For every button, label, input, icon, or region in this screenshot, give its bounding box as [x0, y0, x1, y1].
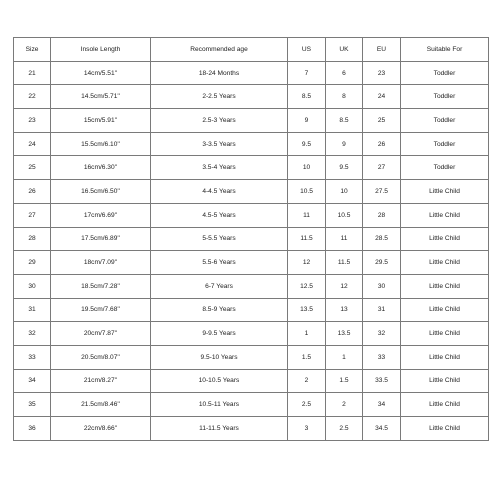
- cell-uk: 8.5: [326, 109, 363, 133]
- column-header-size: Size: [14, 38, 51, 62]
- cell-insole-length: 15cm/5.91'': [51, 109, 151, 133]
- cell-uk: 9.5: [326, 156, 363, 180]
- table-row: [14, 369, 489, 393]
- cell-insole-length: 14cm/5.51'': [51, 61, 151, 85]
- cell-suitable-for: Little Child: [401, 393, 489, 417]
- cell-insole-length: 17.5cm/6.89'': [51, 227, 151, 251]
- cell-suitable-for: Little Child: [401, 417, 489, 441]
- cell-size: 36: [14, 417, 51, 441]
- cell-eu: 33: [363, 345, 401, 369]
- cell-eu: 32: [363, 322, 401, 346]
- cell-size: 24: [14, 132, 51, 156]
- cell-suitable-for: Little Child: [401, 203, 489, 227]
- cell-suitable-for: Toddler: [401, 85, 489, 109]
- cell-eu: 27: [363, 156, 401, 180]
- cell-suitable-for: Little Child: [401, 322, 489, 346]
- table-row: [14, 251, 489, 275]
- cell-insole-length: 18.5cm/7.28'': [51, 274, 151, 298]
- cell-eu: 27.5: [363, 180, 401, 204]
- cell-uk: 12: [326, 274, 363, 298]
- cell-size: 26: [14, 180, 51, 204]
- cell-recommended-age: 2.5-3 Years: [151, 109, 288, 133]
- cell-recommended-age: 3.5-4 Years: [151, 156, 288, 180]
- cell-us: 7: [288, 61, 326, 85]
- table-header: [14, 38, 489, 62]
- cell-uk: 2: [326, 393, 363, 417]
- column-header-suitable-for: Suitable For: [401, 38, 489, 62]
- cell-uk: 9: [326, 132, 363, 156]
- cell-size: 30: [14, 274, 51, 298]
- table-row: [14, 180, 489, 204]
- cell-suitable-for: Little Child: [401, 369, 489, 393]
- cell-size: 29: [14, 251, 51, 275]
- cell-eu: 23: [363, 61, 401, 85]
- table-row: [14, 298, 489, 322]
- cell-us: 1: [288, 322, 326, 346]
- cell-insole-length: 14.5cm/5.71'': [51, 85, 151, 109]
- cell-size: 32: [14, 322, 51, 346]
- cell-recommended-age: 2-2.5 Years: [151, 85, 288, 109]
- cell-size: 35: [14, 393, 51, 417]
- cell-eu: 33.5: [363, 369, 401, 393]
- cell-recommended-age: 8.5-9 Years: [151, 298, 288, 322]
- cell-recommended-age: 6-7 Years: [151, 274, 288, 298]
- cell-size: 28: [14, 227, 51, 251]
- cell-size: 31: [14, 298, 51, 322]
- cell-us: 10.5: [288, 180, 326, 204]
- cell-us: 3: [288, 417, 326, 441]
- cell-uk: 1: [326, 345, 363, 369]
- cell-us: 10: [288, 156, 326, 180]
- cell-uk: 1.5: [326, 369, 363, 393]
- cell-eu: 24: [363, 85, 401, 109]
- cell-eu: 31: [363, 298, 401, 322]
- cell-uk: 8: [326, 85, 363, 109]
- cell-eu: 29.5: [363, 251, 401, 275]
- cell-recommended-age: 4.5-5 Years: [151, 203, 288, 227]
- cell-insole-length: 16.5cm/6.50'': [51, 180, 151, 204]
- cell-insole-length: 17cm/6.69'': [51, 203, 151, 227]
- cell-insole-length: 18cm/7.09'': [51, 251, 151, 275]
- cell-us: 9.5: [288, 132, 326, 156]
- cell-insole-length: 21.5cm/8.46'': [51, 393, 151, 417]
- cell-us: 11: [288, 203, 326, 227]
- cell-us: 9: [288, 109, 326, 133]
- cell-recommended-age: 4-4.5 Years: [151, 180, 288, 204]
- cell-suitable-for: Little Child: [401, 227, 489, 251]
- cell-insole-length: 15.5cm/6.10'': [51, 132, 151, 156]
- cell-suitable-for: Toddler: [401, 109, 489, 133]
- cell-insole-length: 21cm/8.27'': [51, 369, 151, 393]
- cell-size: 27: [14, 203, 51, 227]
- cell-suitable-for: Toddler: [401, 61, 489, 85]
- column-header-insole-length: Insole Length: [51, 38, 151, 62]
- cell-recommended-age: 10.5-11 Years: [151, 393, 288, 417]
- table-row: [14, 345, 489, 369]
- table-row: [14, 393, 489, 417]
- cell-uk: 6: [326, 61, 363, 85]
- cell-size: 33: [14, 345, 51, 369]
- cell-suitable-for: Toddler: [401, 156, 489, 180]
- table-row: [14, 156, 489, 180]
- cell-suitable-for: Little Child: [401, 180, 489, 204]
- table-row: [14, 227, 489, 251]
- column-header-us: US: [288, 38, 326, 62]
- cell-size: 22: [14, 85, 51, 109]
- cell-eu: 25: [363, 109, 401, 133]
- cell-size: 23: [14, 109, 51, 133]
- cell-uk: 10: [326, 180, 363, 204]
- cell-eu: 34.5: [363, 417, 401, 441]
- cell-recommended-age: 10-10.5 Years: [151, 369, 288, 393]
- cell-suitable-for: Little Child: [401, 251, 489, 275]
- header-row: [14, 38, 489, 62]
- cell-eu: 28: [363, 203, 401, 227]
- cell-uk: 13.5: [326, 322, 363, 346]
- table-row: [14, 85, 489, 109]
- cell-uk: 13: [326, 298, 363, 322]
- table-body: [14, 61, 489, 440]
- cell-size: 21: [14, 61, 51, 85]
- cell-insole-length: 16cm/6.30'': [51, 156, 151, 180]
- table-row: [14, 109, 489, 133]
- table-row: [14, 203, 489, 227]
- cell-us: 12: [288, 251, 326, 275]
- cell-suitable-for: Little Child: [401, 298, 489, 322]
- cell-insole-length: 22cm/8.66'': [51, 417, 151, 441]
- cell-suitable-for: Little Child: [401, 345, 489, 369]
- table-row: [14, 132, 489, 156]
- cell-us: 12.5: [288, 274, 326, 298]
- cell-uk: 11.5: [326, 251, 363, 275]
- cell-us: 11.5: [288, 227, 326, 251]
- cell-uk: 2.5: [326, 417, 363, 441]
- column-header-recommended-age: Recommended age: [151, 38, 288, 62]
- cell-recommended-age: 11-11.5 Years: [151, 417, 288, 441]
- cell-us: 13.5: [288, 298, 326, 322]
- cell-suitable-for: Toddler: [401, 132, 489, 156]
- cell-us: 8.5: [288, 85, 326, 109]
- column-header-eu: EU: [363, 38, 401, 62]
- cell-eu: 34: [363, 393, 401, 417]
- cell-us: 2.5: [288, 393, 326, 417]
- cell-us: 2: [288, 369, 326, 393]
- size-chart-table: [13, 37, 489, 441]
- cell-insole-length: 20cm/7.87'': [51, 322, 151, 346]
- cell-recommended-age: 5-5.5 Years: [151, 227, 288, 251]
- table-row: [14, 274, 489, 298]
- cell-recommended-age: 18-24 Months: [151, 61, 288, 85]
- table-row: [14, 61, 489, 85]
- cell-eu: 26: [363, 132, 401, 156]
- cell-eu: 30: [363, 274, 401, 298]
- cell-size: 34: [14, 369, 51, 393]
- cell-uk: 10.5: [326, 203, 363, 227]
- cell-suitable-for: Little Child: [401, 274, 489, 298]
- cell-size: 25: [14, 156, 51, 180]
- cell-recommended-age: 9-9.5 Years: [151, 322, 288, 346]
- cell-uk: 11: [326, 227, 363, 251]
- cell-insole-length: 19.5cm/7.68'': [51, 298, 151, 322]
- cell-us: 1.5: [288, 345, 326, 369]
- cell-eu: 28.5: [363, 227, 401, 251]
- cell-recommended-age: 5.5-6 Years: [151, 251, 288, 275]
- table-row: [14, 322, 489, 346]
- cell-recommended-age: 9.5-10 Years: [151, 345, 288, 369]
- cell-insole-length: 20.5cm/8.07'': [51, 345, 151, 369]
- column-header-uk: UK: [326, 38, 363, 62]
- cell-recommended-age: 3-3.5 Years: [151, 132, 288, 156]
- table-row: [14, 417, 489, 441]
